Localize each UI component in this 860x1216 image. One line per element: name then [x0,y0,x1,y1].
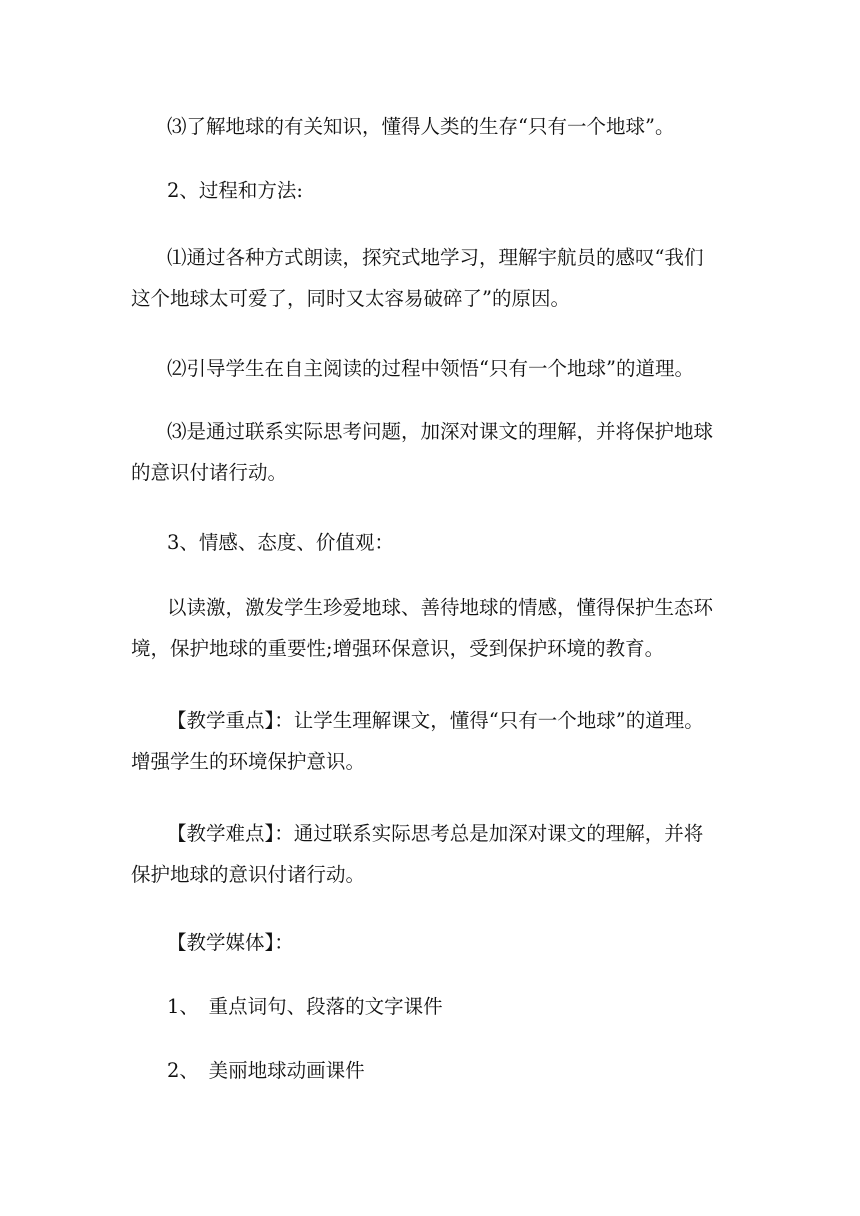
text-line: 3、情感、态度、价值观： [167,531,394,554]
text-line: 的意识付诸行动。 [131,461,288,484]
text-line: 2、过程和方法: [167,179,303,202]
text-line: 【教学难点】：通过联系实际思考总是加深对课文的理解，并将 [167,822,704,845]
paragraph-teaching-difficulty [131,813,731,895]
paragraph-process-3 [131,411,731,493]
paragraph-process-2 [131,348,731,389]
paragraph-process-1 [131,237,731,319]
text-line: ⑶是通过联系实际思考问题，加深对课文的理解，并将保护地球 [167,420,714,443]
text-line: ⑴通过各种方式朗读，探究式地学习，理解宇航员的感叹“我们 [167,246,704,269]
paragraph-objective-3 [131,106,731,147]
text-line: 这个地球太可爱了，同时又太容易破碎了”的原因。 [131,287,570,310]
list-item-media-1 [131,986,731,1027]
text-line: 2、 美丽地球动画课件 [167,1059,365,1082]
text-line: 境，保护地球的重要性;增强环保意识，受到保护环境的教育。 [131,637,665,660]
paragraph-teaching-focus [131,700,731,782]
text-line: 1、 重点词句、段落的文字课件 [167,995,443,1018]
heading-teaching-media [131,922,731,963]
text-line: 【教学媒体】： [167,931,294,954]
text-line: 【教学重点】：让学生理解课文，懂得“只有一个地球”的道理。 [167,709,704,732]
text-line: ⑶了解地球的有关知识，懂得人类的生存“只有一个地球”。 [167,115,675,138]
text-line: 增强学生的环境保护意识。 [131,750,366,773]
heading-emotion-attitude [131,522,731,563]
paragraph-emotion [131,587,731,669]
text-line: ⑵引导学生在自主阅读的过程中领悟“只有一个地球”的道理。 [167,357,694,380]
heading-process-method [131,170,731,211]
text-line: 保护地球的意识付诸行动。 [131,863,366,886]
list-item-media-2 [131,1050,731,1091]
text-line: 以读激，激发学生珍爱地球、善待地球的情感，懂得保护生态环 [167,596,714,619]
